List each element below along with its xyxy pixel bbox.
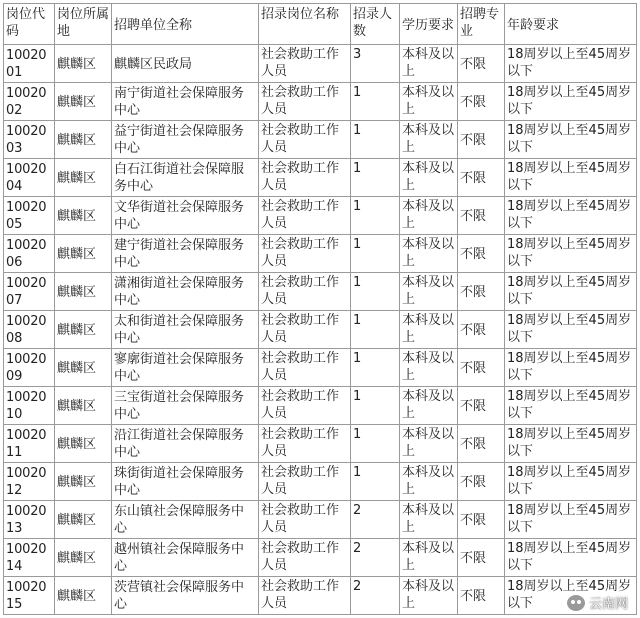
cell-district: 麒麟区 xyxy=(55,121,112,159)
cell-code: 1002015 xyxy=(4,577,55,615)
table-row xyxy=(4,387,637,425)
cell-code: 1002010 xyxy=(4,387,55,425)
cell-age: 18周岁以上至45周岁以下 xyxy=(505,45,637,83)
cell-count: 1 xyxy=(351,197,400,235)
cell-age: 18周岁以上至45周岁以下 xyxy=(505,273,637,311)
cell-major: 不限 xyxy=(458,539,505,577)
cell-unit: 三宝街道社会保障服务中心 xyxy=(112,387,259,425)
cell-code: 1002011 xyxy=(4,425,55,463)
header-district: 岗位所属地 xyxy=(55,4,112,45)
cell-education: 本科及以上 xyxy=(400,121,458,159)
table-row xyxy=(4,349,637,387)
cell-age: 18周岁以上至45周岁以下 xyxy=(505,197,637,235)
cell-count: 1 xyxy=(351,121,400,159)
cell-unit: 白石江街道社会保障服务中心 xyxy=(112,159,259,197)
cell-count: 1 xyxy=(351,387,400,425)
cell-unit: 寥廓街道社会保障服务中心 xyxy=(112,349,259,387)
cell-district: 麒麟区 xyxy=(55,311,112,349)
cell-education: 本科及以上 xyxy=(400,349,458,387)
table-row xyxy=(4,425,637,463)
cell-district: 麒麟区 xyxy=(55,45,112,83)
cell-code: 1002014 xyxy=(4,539,55,577)
cell-position: 社会救助工作人员 xyxy=(259,45,351,83)
cell-count: 1 xyxy=(351,311,400,349)
table-row xyxy=(4,159,637,197)
table-row xyxy=(4,83,637,121)
cell-position: 社会救助工作人员 xyxy=(259,539,351,577)
cell-education: 本科及以上 xyxy=(400,425,458,463)
header-education: 学历要求 xyxy=(400,4,458,45)
cell-unit: 潇湘街道社会保障服务中心 xyxy=(112,273,259,311)
table-body xyxy=(4,45,637,615)
cell-code: 1002008 xyxy=(4,311,55,349)
cell-major: 不限 xyxy=(458,425,505,463)
cell-code: 1002004 xyxy=(4,159,55,197)
cell-major: 不限 xyxy=(458,577,505,615)
cell-position: 社会救助工作人员 xyxy=(259,83,351,121)
header-unit: 招聘单位全称 xyxy=(112,4,259,45)
watermark xyxy=(567,593,628,612)
cell-education: 本科及以上 xyxy=(400,83,458,121)
cell-position: 社会救助工作人员 xyxy=(259,311,351,349)
table-row xyxy=(4,463,637,501)
cell-position: 社会救助工作人员 xyxy=(259,463,351,501)
cell-major: 不限 xyxy=(458,273,505,311)
cell-unit: 越州镇社会保障服务中心 xyxy=(112,539,259,577)
cell-position: 社会救助工作人员 xyxy=(259,235,351,273)
header-age: 年龄要求 xyxy=(505,4,637,45)
cell-major: 不限 xyxy=(458,197,505,235)
cell-position: 社会救助工作人员 xyxy=(259,425,351,463)
cell-major: 不限 xyxy=(458,159,505,197)
cell-age: 18周岁以上至45周岁以下 xyxy=(505,387,637,425)
cell-age: 18周岁以上至45周岁以下 xyxy=(505,121,637,159)
cell-age: 18周岁以上至45周岁以下 xyxy=(505,577,637,615)
cell-position: 社会救助工作人员 xyxy=(259,159,351,197)
cell-code: 1002006 xyxy=(4,235,55,273)
cell-major: 不限 xyxy=(458,45,505,83)
cell-district: 麒麟区 xyxy=(55,387,112,425)
cell-age: 18周岁以上至45周岁以下 xyxy=(505,311,637,349)
cell-district: 麒麟区 xyxy=(55,235,112,273)
cell-position: 社会救助工作人员 xyxy=(259,349,351,387)
cell-code: 1002003 xyxy=(4,121,55,159)
cell-district: 麒麟区 xyxy=(55,349,112,387)
cell-education: 本科及以上 xyxy=(400,463,458,501)
cell-age: 18周岁以上至45周岁以下 xyxy=(505,159,637,197)
cell-count: 1 xyxy=(351,273,400,311)
cell-count: 2 xyxy=(351,577,400,615)
cell-position: 社会救助工作人员 xyxy=(259,273,351,311)
cell-count: 1 xyxy=(351,349,400,387)
table-row xyxy=(4,577,637,615)
table-row xyxy=(4,539,637,577)
cell-unit: 文华街道社会保障服务中心 xyxy=(112,197,259,235)
header-major: 招聘专业 xyxy=(458,4,505,45)
cell-unit: 益宁街道社会保障服务中心 xyxy=(112,121,259,159)
cell-major: 不限 xyxy=(458,387,505,425)
cell-major: 不限 xyxy=(458,311,505,349)
cell-unit: 太和街道社会保障服务中心 xyxy=(112,311,259,349)
cell-unit: 南宁街道社会保障服务中心 xyxy=(112,83,259,121)
header-row xyxy=(4,4,637,45)
cell-code: 1002012 xyxy=(4,463,55,501)
cell-education: 本科及以上 xyxy=(400,387,458,425)
cell-education: 本科及以上 xyxy=(400,577,458,615)
table-row xyxy=(4,197,637,235)
cell-education: 本科及以上 xyxy=(400,311,458,349)
cell-education: 本科及以上 xyxy=(400,501,458,539)
cell-education: 本科及以上 xyxy=(400,45,458,83)
cell-major: 不限 xyxy=(458,463,505,501)
cell-count: 1 xyxy=(351,235,400,273)
table-row xyxy=(4,501,637,539)
cell-position: 社会救助工作人员 xyxy=(259,577,351,615)
cell-district: 麒麟区 xyxy=(55,83,112,121)
cell-major: 不限 xyxy=(458,501,505,539)
cell-age: 18周岁以上至45周岁以下 xyxy=(505,349,637,387)
header-count: 招录人数 xyxy=(351,4,400,45)
cell-major: 不限 xyxy=(458,235,505,273)
cell-education: 本科及以上 xyxy=(400,235,458,273)
cell-unit: 茨营镇社会保障服务中心 xyxy=(112,577,259,615)
cell-district: 麒麟区 xyxy=(55,425,112,463)
cell-code: 1002001 xyxy=(4,45,55,83)
cell-position: 社会救助工作人员 xyxy=(259,121,351,159)
cell-position: 社会救助工作人员 xyxy=(259,197,351,235)
recruitment-table xyxy=(3,3,637,615)
cell-major: 不限 xyxy=(458,83,505,121)
cell-district: 麒麟区 xyxy=(55,273,112,311)
cell-major: 不限 xyxy=(458,349,505,387)
cell-age: 18周岁以上至45周岁以下 xyxy=(505,463,637,501)
header-code: 岗位代码 xyxy=(4,4,55,45)
cell-unit: 麒麟区民政局 xyxy=(112,45,259,83)
cell-age: 18周岁以上至45周岁以下 xyxy=(505,235,637,273)
cell-district: 麒麟区 xyxy=(55,501,112,539)
table-header xyxy=(4,4,637,45)
wechat-icon xyxy=(567,595,585,611)
table-row xyxy=(4,235,637,273)
cell-unit: 建宁街道社会保障服务中心 xyxy=(112,235,259,273)
cell-code: 1002002 xyxy=(4,83,55,121)
cell-education: 本科及以上 xyxy=(400,273,458,311)
cell-district: 麒麟区 xyxy=(55,159,112,197)
cell-unit: 东山镇社会保障服务中心 xyxy=(112,501,259,539)
cell-count: 1 xyxy=(351,463,400,501)
cell-unit: 沿江街道社会保障服务中心 xyxy=(112,425,259,463)
cell-education: 本科及以上 xyxy=(400,159,458,197)
cell-age: 18周岁以上至45周岁以下 xyxy=(505,83,637,121)
cell-education: 本科及以上 xyxy=(400,539,458,577)
cell-count: 1 xyxy=(351,159,400,197)
cell-unit: 珠街街道社会保障服务中心 xyxy=(112,463,259,501)
cell-district: 麒麟区 xyxy=(55,577,112,615)
table-row xyxy=(4,45,637,83)
cell-district: 麒麟区 xyxy=(55,463,112,501)
watermark-text: 云南网 xyxy=(588,597,628,612)
cell-education: 本科及以上 xyxy=(400,197,458,235)
cell-count: 1 xyxy=(351,425,400,463)
cell-count: 1 xyxy=(351,83,400,121)
cell-count: 2 xyxy=(351,539,400,577)
header-position: 招录岗位名称 xyxy=(259,4,351,45)
cell-count: 2 xyxy=(351,501,400,539)
cell-position: 社会救助工作人员 xyxy=(259,387,351,425)
cell-code: 1002007 xyxy=(4,273,55,311)
cell-district: 麒麟区 xyxy=(55,539,112,577)
cell-position: 社会救助工作人员 xyxy=(259,501,351,539)
table-row xyxy=(4,273,637,311)
cell-age: 18周岁以上至45周岁以下 xyxy=(505,539,637,577)
table-row xyxy=(4,311,637,349)
cell-code: 1002013 xyxy=(4,501,55,539)
cell-code: 1002009 xyxy=(4,349,55,387)
cell-major: 不限 xyxy=(458,121,505,159)
cell-count: 3 xyxy=(351,45,400,83)
cell-age: 18周岁以上至45周岁以下 xyxy=(505,425,637,463)
cell-district: 麒麟区 xyxy=(55,197,112,235)
table-row xyxy=(4,121,637,159)
cell-code: 1002005 xyxy=(4,197,55,235)
cell-age: 18周岁以上至45周岁以下 xyxy=(505,501,637,539)
